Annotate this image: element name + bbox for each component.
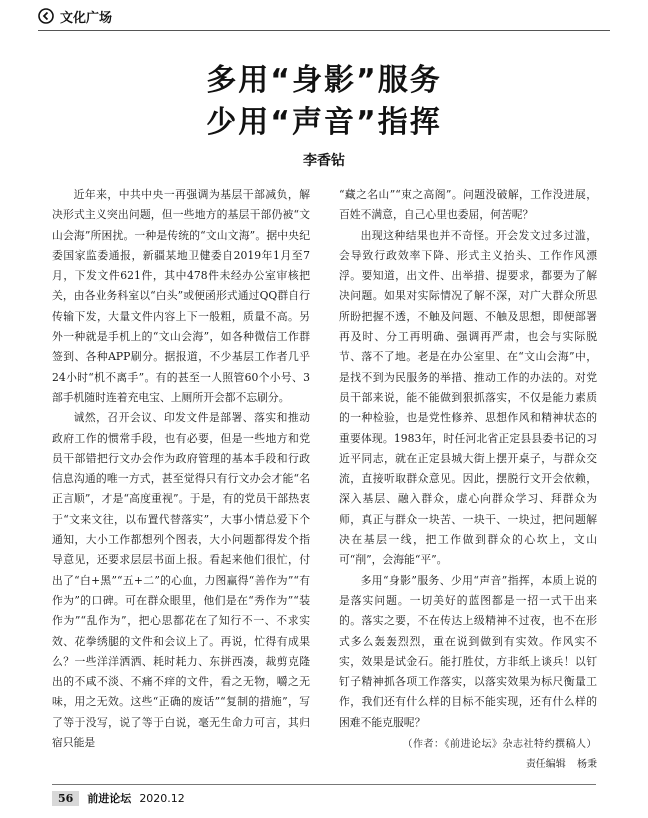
editor-credit [339, 755, 597, 775]
column-right [339, 185, 597, 771]
journal-name: 前进论坛 [87, 792, 132, 805]
article-title [0, 60, 648, 144]
author-byline: （作者：《前进论坛》杂志社特约撰稿人） [402, 739, 597, 751]
column-left [52, 185, 310, 760]
editor-name: 杨秉 [577, 759, 597, 771]
circle-arrow-icon [38, 8, 54, 24]
title-line-1: 多用“身影”服务 [206, 63, 442, 98]
paragraph: 近年来，中共中央一再强调为基层干部减负，解决形式主义突出问题，但一些地方的基层干部仍被“文山会海”所困扰。一种是传统的“文山文海”。据中央纪委国家监委通报，新疆某地卫健委自2019年1月至7月，下发文件621件，其中478件未经办公室审核把关，由各业务科室以“白头”或便函形式通过QQ群自行传输下发，大量文件内容上下一般粗，质量不高。另外一种就是手机上的“文山会海”，如各种微信工作群签到、各种APP刷分。据报道，不少基层工作者几乎24小时“机不离手”。有的甚至一人照管60个小号、3部手机随时连着充电宝、上厕所开会都不忘刷分。 [52, 188, 310, 404]
title-line-2: 少用“声音”指挥 [206, 105, 442, 140]
page-number: 56 [52, 791, 79, 806]
section-header [38, 6, 112, 26]
paragraph: 出现这种结果也并不奇怪。开会发文过多过滥，会导致行政效率下降、形式主义抬头、工作作风漂浮。要知道，出文件、出举措、提要求，都要为了解决问题。如果对实际情况了解不深，对广大群众所思所盼把握不透，不触及问题、不触及思想，即便部署再及时、分工再明确、强调再严肃，也会与实际脱节、落不了地。老是在办公室里、在“文山会海”中，是找不到为民服务的举措、推动工作的办法的。对党员干部来说，能不能做到狠抓落实，不仅是能力素质的一种检验，也是党性修养、思想作风和精神状态的重要体现。1983年，时任河北省正定县县委书记的习近平同志，就在正定县城大街上摆开桌子，与群众交流，直接听取群众意见。因此，摆脱行文开会依赖，深入基层、融入群众，虚心向群众学习、拜群众为师，真正与群众一块苦、一块干、一块过，把问题解决在基层一线，把工作做到群众的心坎上，文山可“削”，会海能“平”。 [339, 228, 597, 567]
editor-label: 责任编辑 [525, 759, 566, 771]
page-footer [52, 788, 185, 808]
paragraph: 诚然，召开会议、印发文件是部署、落实和推动政府工作的惯常手段，也有必要，但是一些地方和党员干部错把行文办会作为政府管理的基本手段和行政信息沟通的唯一方式，甚至觉得只有行文办会才能“名正言顺”，才是“高度重视”。于是，有的党员干部热衷于“文来文往，以布置代替落实”，大事小情总爱下个通知，大小工作都想列个图表，大小问题都得发个指导意见，还要求层层书面上报。看起来他们很忙，付出了“白+黑”“五+二”的心血，力图赢得“善作为”“有作为”的口碑。可在群众眼里，他们是在“秀作为”“装作为”“乱作为”，把心思都花在了知行不一、不求实效、花拳绣腿的文件和会议上了。再说，忙得有成果么？一些洋洋洒洒、耗时耗力、东拼西凑，裁剪克隆出的不咸不淡、不痛不痒的文件，看之无物，嚼之无味，用之无效。这些“正确的废话”“复制的措施”，写了等于没写，说了等于白说，毫无生命力可言，其归宿只能是 [52, 411, 310, 750]
paragraph: “藏之名山”“束之高阁”。问题没破解，工作没进展，百姓不满意，自己心里也委屈，何苦呢？ [339, 188, 597, 222]
issue-number: 2020.12 [139, 791, 185, 805]
article-author: 李香钻 [303, 153, 345, 169]
header-divider [38, 30, 610, 31]
paragraph: 多用“身影”服务、少用“声音”指挥，本质上说的是落实问题。一切美好的蓝图都是一招一式干出来的。落实之要，不在传达上级精神不过夜，也不在形式多么轰轰烈烈，重在说到做到有实效。作风实不实，效果是试金石。能打胜仗，方非纸上谈兵！以钉钉子精神抓各项工作落实，以落实效果为标尺衡量工作，我们还有什么样的目标不能实现，还有什么样的困难不能克服呢？ [339, 573, 597, 729]
section-title: 文化广场 [60, 10, 113, 26]
footer-divider [52, 784, 596, 785]
article-body [52, 185, 597, 771]
